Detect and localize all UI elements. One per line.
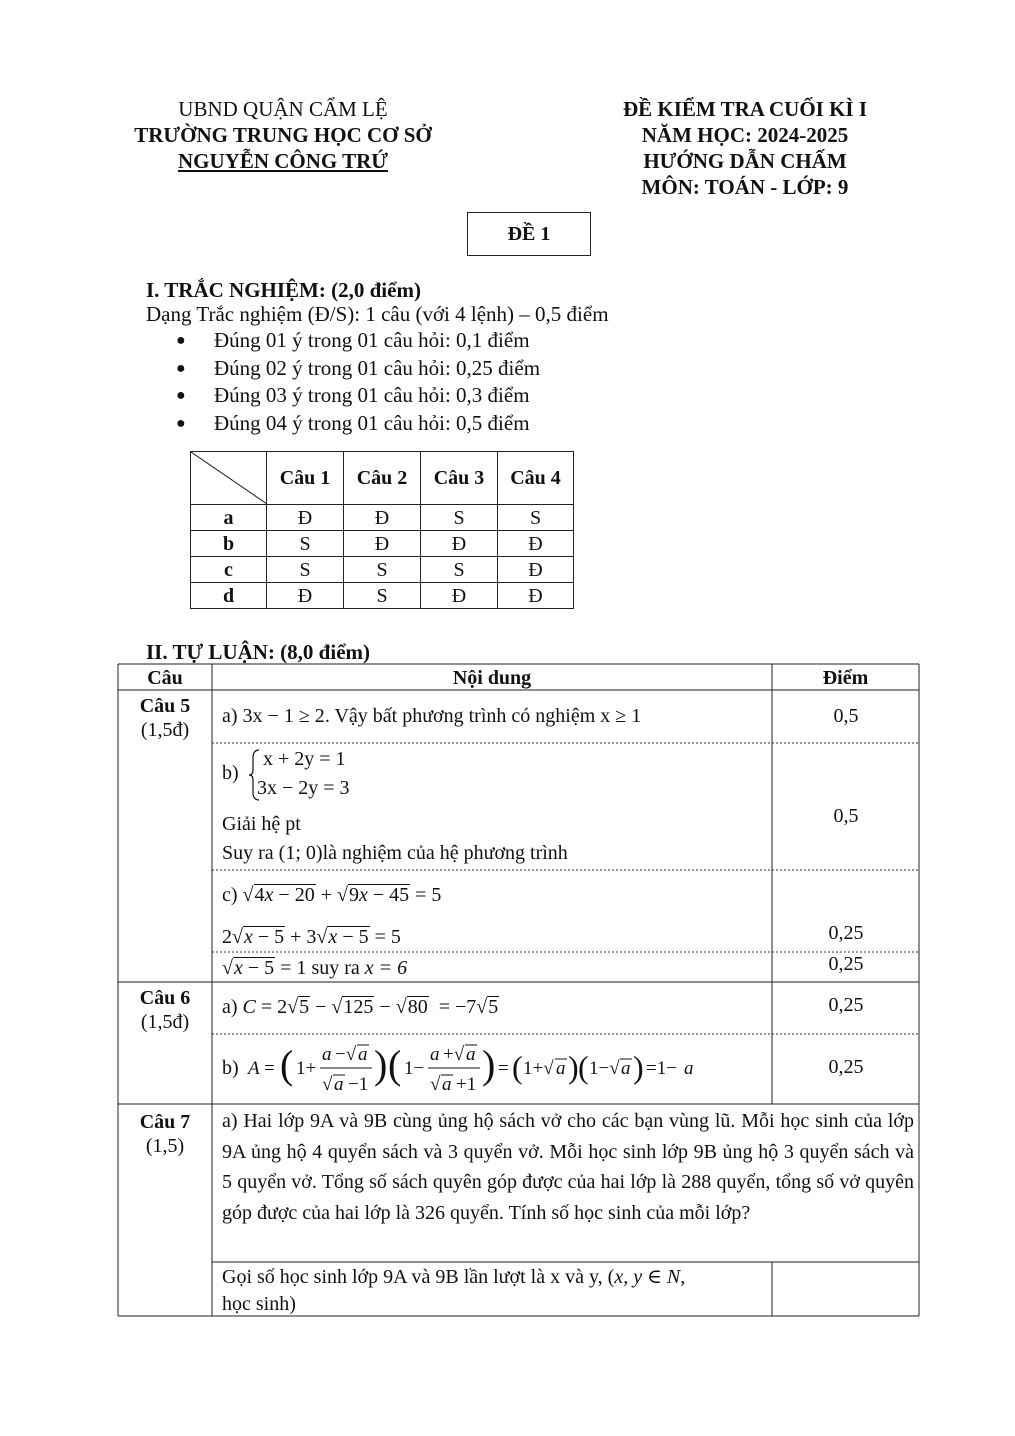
row-label: b [191,531,267,557]
grading-guide-title: HƯỚNG DẪN CHẤM [643,149,847,173]
table-cell: S [267,557,344,583]
table-cell: Đ [498,583,574,609]
q5c-score1: 0,25 [828,922,864,944]
svg-text:(: ( [280,1042,294,1087]
q7b-setup: Gọi số học sinh lớp 9A và 9B lần lượt là x và y, (x, y ∈ N, [222,1266,686,1288]
svg-text:=: = [498,1058,509,1079]
bullet-icon: ● [176,414,186,432]
table-cell: Đ [498,531,574,557]
column-header: Câu 4 [498,452,574,505]
svg-text:a: a [358,1044,368,1065]
table-cell: Đ [344,505,421,531]
svg-text:1+√: 1+√ [523,1058,554,1079]
svg-text:): ) [374,1042,388,1087]
svg-text:): ) [633,1049,644,1085]
list-item: ● Đúng 02 ý trong 01 câu hỏi: 0,25 điểm [176,355,541,380]
col-header-noidung: Nội dung [452,667,532,689]
svg-text:a: a [334,1074,344,1095]
school-name: NGUYỄN CÔNG TRỨ [177,149,388,173]
column-header: Câu 2 [344,452,421,505]
q5a-score: 0,5 [833,705,859,727]
question7-label: Câu 7 (1,5) [139,1111,191,1157]
bullet-icon: ● [176,359,186,377]
exam-code-box: ĐỀ 1 [467,212,591,256]
svg-text:(: ( [512,1049,523,1085]
svg-text:a: a [442,1074,452,1095]
question6-label: Câu 6 (1,5đ) [139,987,191,1033]
svg-text:=1−: =1− [646,1058,677,1079]
bullet-icon: ● [176,332,186,349]
svg-text:): ) [482,1042,496,1087]
q5b-equation-1: x + 2y = 1 [263,748,346,770]
list-item: ● Đúng 01 ý trong 01 câu hỏi: 0,1 điểm [176,328,530,352]
table-cell: Đ [498,557,574,583]
q5b-equation-2: 3x − 2y = 3 [257,777,350,799]
list-item: ● Đúng 03 ý trong 01 câu hỏi: 0,3 điểm [176,383,530,407]
svg-text:−√: −√ [335,1044,357,1065]
q5c-equation: c) √4x − 20 + √9x − 45 = 5 [222,884,442,906]
table-cell: S [344,557,421,583]
question5-label: Câu 5 (1,5đ) [139,695,191,741]
table-cell: Đ [267,505,344,531]
svg-text:A: A [248,1058,260,1079]
row-label: c [191,557,267,583]
svg-text:+1: +1 [456,1074,477,1095]
section1-subtitle: Dạng Trắc nghiệm (Đ/S): 1 câu (với 4 lệnh) – 0,5 điểm [146,302,609,326]
bullet-icon: ● [176,387,186,404]
column-header: Câu 1 [267,452,344,505]
q5b-solve-line: Giải hệ pt [222,813,301,835]
col-header-cau: Câu [147,667,183,689]
table-cell: S [498,505,574,531]
svg-text:a: a [466,1044,476,1065]
section1-title: I. TRẮC NGHIỆM: (2,0 điểm) [146,278,421,302]
q6a-score: 0,25 [828,994,864,1016]
table-cell: S [344,583,421,609]
list-item: ● Đúng 04 ý trong 01 câu hỏi: 0,5 điểm [176,410,530,435]
table-cell: Đ [421,583,498,609]
svg-text:√: √ [322,1074,333,1095]
svg-text:a: a [556,1058,566,1079]
svg-text:(: ( [388,1042,402,1087]
svg-text:a: a [430,1044,440,1065]
q5b-score: 0,5 [833,805,859,827]
q5c-step1: 2√x − 5 + 3√x − 5 = 5 [222,926,401,948]
q5b-conclusion: Suy ra (1; 0)là nghiệm của hệ phương trình [222,842,568,864]
exam-title: ĐỀ KIỂM TRA CUỐI KÌ I [622,97,868,121]
table-cell: Đ [344,531,421,557]
q7b-setup-line2: học sinh) [222,1293,296,1315]
q5a-solution: x ≥ 1 [600,705,642,727]
table-cell: S [421,557,498,583]
row-label: d [191,583,267,609]
school-year: NĂM HỌC: 2024-2025 [641,123,849,147]
q7a-problem-text: a) Hai lớp 9A và 9B cùng ủng hộ sách vở cho các bạn vùng lũ. Mỗi học sinh của lớp 9A ủng hộ 4 quyển sách và 3 quyển vở. Mỗi học sinh lớp 9B ủng hộ 3 quyển sách và 5 quyển vở. Tổng số sách quyên góp được của hai lớp là 288 quyển, tổng số vở quyên góp được của hai lớp là 326 quyển. Tính số học sinh của mỗi lớp? [222,1110,914,1224]
column-header: Câu 3 [421,452,498,505]
table-cell: Đ [267,583,344,609]
q6b-formula [246,1038,716,1100]
svg-text:a: a [684,1058,694,1079]
q5a-content: a) 3x − 1 ≥ 2. Vậy bất phương trình có nghiệm x ≥ 1 [222,705,642,727]
svg-text:1−√: 1−√ [589,1058,620,1079]
svg-text:+√: +√ [443,1044,465,1065]
subject-grade: MÔN: TOÁN - LỚP: 9 [641,175,849,199]
svg-text:√: √ [430,1074,441,1095]
svg-text:=: = [264,1058,275,1079]
table-cell: S [421,505,498,531]
q5c-step2: √x − 5 = 1 suy ra x = 6 [222,957,408,979]
q6b-content: b) [222,1057,239,1079]
district-name: UBND QUẬN CẨM LỆ [178,97,388,121]
q5b-prefix: b) [222,762,239,784]
row-label: a [191,505,267,531]
q5c-score2: 0,25 [828,953,864,975]
svg-text:−1: −1 [348,1074,369,1095]
svg-text:): ) [568,1049,579,1085]
svg-text:a: a [621,1058,631,1079]
svg-text:1−: 1− [404,1058,425,1079]
q6b-score: 0,25 [828,1056,864,1078]
table-cell: Đ [421,531,498,557]
section2-title: II. TỰ LUẬN: (8,0 điểm) [146,640,370,664]
q5a-inequality: 3x − 1 ≥ 2 [242,705,325,727]
q6a-content: a) C = 2√5 − √125 − √80 = −7√5 [222,996,499,1018]
school-type: TRƯỜNG TRUNG HỌC CƠ SỞ [134,123,432,147]
svg-text:a: a [322,1044,332,1065]
svg-text:(: ( [578,1049,589,1085]
table-cell: S [267,531,344,557]
svg-text:1+: 1+ [296,1058,317,1079]
col-header-diem: Điểm [822,667,869,689]
